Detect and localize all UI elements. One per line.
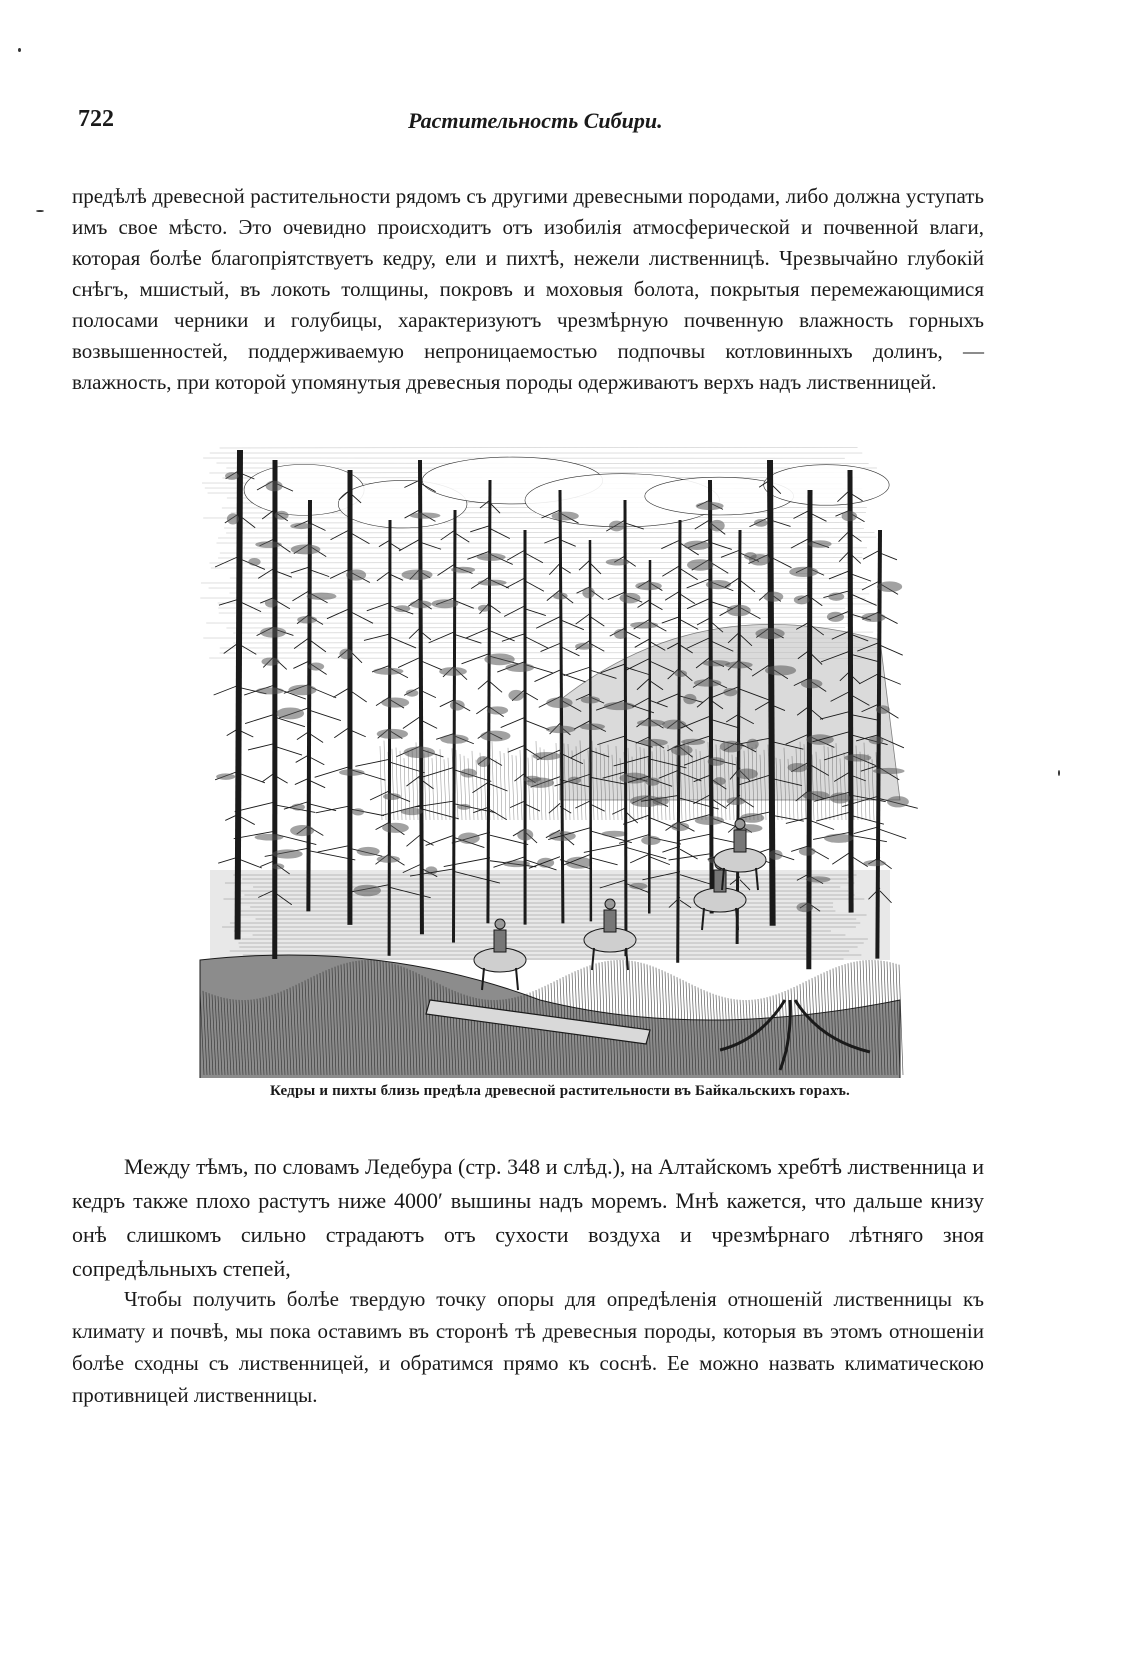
tree-branch bbox=[490, 503, 500, 513]
needle-cluster bbox=[582, 587, 594, 598]
tree-trunk bbox=[308, 500, 310, 911]
needle-cluster bbox=[720, 741, 743, 753]
needle-cluster bbox=[769, 850, 783, 860]
needle-cluster bbox=[440, 734, 468, 743]
needle-cluster bbox=[290, 825, 314, 836]
tree-branch bbox=[525, 581, 544, 591]
needle-cluster bbox=[604, 702, 635, 710]
needle-cluster bbox=[526, 778, 554, 788]
needle-cluster bbox=[297, 616, 317, 623]
needle-cluster bbox=[830, 793, 850, 804]
needle-cluster bbox=[827, 612, 844, 622]
needle-cluster bbox=[288, 685, 316, 696]
tree-trunk bbox=[809, 490, 810, 969]
hill-hatching bbox=[448, 758, 450, 820]
needle-cluster bbox=[619, 593, 640, 603]
needle-cluster bbox=[640, 739, 668, 746]
needle-cluster bbox=[274, 511, 288, 520]
tree-branch bbox=[525, 692, 538, 699]
needle-cluster bbox=[788, 763, 808, 772]
needle-cluster bbox=[696, 502, 724, 510]
tree-branch bbox=[310, 734, 323, 743]
rider-figure bbox=[604, 910, 616, 932]
tree-branch bbox=[455, 635, 481, 644]
hill-hatching bbox=[432, 758, 434, 820]
needle-cluster bbox=[708, 757, 725, 766]
needle-cluster bbox=[695, 816, 724, 825]
needle-cluster bbox=[828, 592, 844, 600]
tree-branch bbox=[695, 520, 710, 529]
needle-cluster bbox=[276, 707, 304, 719]
needle-cluster bbox=[357, 847, 380, 856]
tree-branch bbox=[406, 835, 420, 846]
needle-cluster bbox=[480, 731, 510, 742]
needle-cluster bbox=[764, 592, 784, 602]
hill-hatching bbox=[444, 759, 446, 820]
tree-branch bbox=[379, 540, 390, 547]
tree-branch bbox=[310, 640, 326, 652]
hill-hatching bbox=[468, 758, 470, 820]
hill-hatching bbox=[520, 750, 522, 820]
needle-cluster bbox=[255, 834, 284, 841]
needle-cluster bbox=[291, 544, 321, 554]
needle-cluster bbox=[706, 580, 731, 589]
tree-branch bbox=[490, 529, 510, 539]
tree-branch bbox=[409, 628, 420, 639]
needle-cluster bbox=[260, 627, 286, 638]
cloud-shape bbox=[764, 465, 889, 505]
needle-cluster bbox=[619, 773, 648, 784]
needle-cluster bbox=[410, 601, 432, 609]
needle-cluster bbox=[533, 752, 561, 760]
tree-branch bbox=[630, 854, 650, 863]
tree-branch bbox=[398, 658, 420, 668]
needle-cluster bbox=[575, 643, 593, 650]
tree-trunk bbox=[625, 500, 626, 956]
tree-trunk bbox=[488, 480, 490, 923]
needle-cluster bbox=[635, 582, 662, 590]
tree-trunk bbox=[877, 530, 880, 959]
needle-cluster bbox=[645, 778, 660, 786]
tree-branch bbox=[625, 847, 666, 859]
tree-branch bbox=[504, 606, 525, 617]
needle-cluster bbox=[568, 777, 581, 784]
needle-cluster bbox=[725, 661, 753, 668]
tree-branch bbox=[240, 817, 255, 825]
needle-cluster bbox=[262, 657, 280, 665]
tree-branch bbox=[662, 566, 680, 577]
tree-branch bbox=[680, 594, 695, 604]
margin-speck bbox=[18, 48, 21, 52]
tree-branch bbox=[327, 608, 350, 618]
needle-cluster bbox=[713, 777, 726, 785]
needle-cluster bbox=[789, 567, 818, 577]
needle-cluster bbox=[794, 595, 810, 604]
needle-cluster bbox=[637, 720, 665, 727]
needle-cluster bbox=[227, 513, 239, 524]
tree-branch bbox=[687, 598, 710, 608]
needle-cluster bbox=[869, 736, 884, 744]
needle-cluster bbox=[694, 679, 722, 687]
rider-figure bbox=[734, 830, 746, 852]
tree-branch bbox=[310, 757, 324, 765]
tree-branch bbox=[377, 571, 390, 581]
tree-branch bbox=[625, 631, 640, 639]
tree-branch bbox=[350, 532, 369, 543]
needle-cluster bbox=[797, 902, 814, 912]
tree-branch bbox=[240, 860, 262, 868]
hill-hatching bbox=[508, 748, 510, 820]
needle-cluster bbox=[873, 768, 905, 774]
needle-cluster bbox=[581, 696, 600, 703]
tree-branch bbox=[403, 717, 420, 729]
needle-cluster bbox=[402, 569, 433, 580]
tree-branch bbox=[850, 574, 871, 582]
tree-branch bbox=[549, 563, 560, 574]
needle-cluster bbox=[580, 723, 605, 730]
hill-hatching bbox=[500, 751, 502, 820]
paragraph-1: предѣлѣ древесной растительности рядомъ съ другими древесными породами, либо должна уступать имъ свое мѣсто. Это очевидно происходитъ отъ изобилія атмосферической и почвенной влаги, которая болѣе благопріятствуетъ кедру, ели и пихтѣ, нежели лиственницѣ. Чрезвычайно глубокій снѣгъ, мшистый, въ локоть толщины, покровъ и моховыя болота, покрытыя перемежающимися полосами черники и голубицы, характеризуютъ чрезмѣрную почвенную влажность горныхъ возвышенностей, поддерживаемую непроницаемостью подпочвы котловинныхъ долинъ, — влажность, при которой упомянутыя древесныя породы одерживаютъ верхъ надъ лиственницей. bbox=[72, 184, 984, 394]
tree-branch bbox=[534, 670, 560, 682]
hill-hatching bbox=[472, 751, 474, 820]
tree-trunk bbox=[420, 460, 422, 934]
needle-cluster bbox=[457, 804, 470, 810]
needle-cluster bbox=[339, 769, 365, 776]
sky-hatching bbox=[220, 553, 863, 554]
tree-branch bbox=[465, 628, 490, 639]
needle-cluster bbox=[478, 580, 507, 586]
sky-hatching bbox=[218, 537, 876, 538]
tree-branch bbox=[420, 661, 442, 670]
needle-cluster bbox=[861, 613, 885, 622]
tree-branch bbox=[444, 858, 490, 867]
tree-branch bbox=[680, 620, 698, 630]
needle-cluster bbox=[662, 720, 686, 730]
needle-cluster bbox=[291, 804, 304, 811]
tree-branch bbox=[536, 617, 560, 629]
needle-cluster bbox=[225, 472, 239, 480]
needle-cluster bbox=[754, 519, 768, 527]
needle-cluster bbox=[681, 739, 705, 745]
sky-hatching bbox=[220, 447, 858, 448]
needle-cluster bbox=[487, 706, 508, 714]
needle-cluster bbox=[216, 773, 235, 779]
needle-cluster bbox=[749, 554, 770, 566]
engraving-illustration bbox=[180, 440, 922, 1080]
tree-branch bbox=[441, 530, 455, 540]
needle-cluster bbox=[460, 769, 477, 778]
tree-branch bbox=[426, 835, 455, 846]
needle-cluster bbox=[406, 689, 419, 696]
page-number: 722 bbox=[78, 106, 114, 132]
tree-branch bbox=[564, 667, 590, 676]
needle-cluster bbox=[842, 511, 857, 521]
needle-cluster bbox=[546, 726, 576, 733]
tree-branch bbox=[350, 690, 367, 702]
tree-branch bbox=[579, 560, 590, 570]
needle-cluster bbox=[684, 541, 710, 550]
tree-branch bbox=[275, 746, 302, 755]
tree-branch bbox=[791, 538, 810, 548]
tree-branch bbox=[541, 643, 560, 651]
needle-cluster bbox=[432, 599, 459, 608]
needle-cluster bbox=[755, 628, 784, 639]
rider-head bbox=[735, 819, 745, 829]
tree-branch bbox=[248, 743, 275, 750]
tree-branch bbox=[880, 829, 906, 838]
hill-hatching bbox=[400, 751, 402, 820]
needle-cluster bbox=[508, 690, 523, 701]
hill-hatching bbox=[516, 756, 518, 820]
needle-cluster bbox=[606, 559, 630, 566]
tree-trunk bbox=[238, 450, 240, 939]
hill-hatching bbox=[464, 756, 466, 820]
tree-branch bbox=[490, 810, 507, 820]
needle-cluster bbox=[377, 856, 400, 863]
sky-hatching bbox=[218, 603, 877, 604]
hill-hatching bbox=[492, 742, 494, 820]
needle-cluster bbox=[377, 729, 408, 739]
tree-branch bbox=[215, 556, 240, 567]
tree-branch bbox=[850, 594, 877, 606]
needle-cluster bbox=[877, 581, 902, 592]
needle-cluster bbox=[683, 694, 696, 704]
needle-cluster bbox=[394, 605, 410, 612]
needle-cluster bbox=[746, 739, 758, 750]
tree-branch bbox=[665, 591, 680, 600]
tree-branch bbox=[590, 617, 604, 627]
needle-cluster bbox=[844, 754, 871, 762]
tree-branch bbox=[514, 773, 525, 781]
tree-branch bbox=[863, 550, 880, 559]
tree-branch bbox=[854, 826, 880, 833]
horse-leg bbox=[516, 968, 518, 990]
needle-cluster bbox=[553, 592, 568, 599]
tree-branch bbox=[816, 812, 850, 821]
tree-branch bbox=[291, 567, 310, 573]
tree-branch bbox=[560, 673, 586, 682]
tree-branch bbox=[880, 553, 897, 560]
tree-branch bbox=[590, 858, 618, 865]
needle-cluster bbox=[609, 521, 624, 532]
needle-cluster bbox=[517, 829, 533, 841]
tree-branch bbox=[490, 605, 501, 612]
tree-branch bbox=[810, 820, 834, 829]
needle-cluster bbox=[272, 849, 302, 858]
tree-branch bbox=[810, 513, 826, 521]
rider-head bbox=[495, 919, 505, 929]
rider-head bbox=[605, 899, 615, 909]
hill-hatching bbox=[460, 754, 462, 820]
tree-branch bbox=[612, 808, 625, 814]
tree-branch bbox=[525, 720, 549, 730]
needle-cluster bbox=[272, 863, 284, 869]
tree-branch bbox=[501, 717, 525, 727]
tree-branch bbox=[880, 645, 903, 655]
needle-cluster bbox=[353, 885, 381, 897]
needle-cluster bbox=[709, 520, 724, 532]
tree-branch bbox=[661, 540, 680, 549]
needle-cluster bbox=[537, 858, 554, 868]
hill-hatching bbox=[436, 754, 438, 820]
needle-cluster bbox=[799, 847, 816, 856]
needle-cluster bbox=[552, 512, 579, 521]
needle-cluster bbox=[687, 559, 714, 570]
hill-hatching bbox=[380, 746, 382, 820]
hill-hatching bbox=[396, 748, 398, 820]
tree-branch bbox=[390, 574, 403, 580]
tree-branch bbox=[240, 731, 253, 737]
tree-branch bbox=[490, 682, 502, 692]
tree-branch bbox=[850, 835, 887, 841]
needle-cluster bbox=[801, 679, 823, 688]
needle-cluster bbox=[824, 834, 853, 843]
needle-cluster bbox=[256, 687, 284, 694]
figure-caption: Кедры и пихты близь предѣла древесной растительности въ Байкальскихъ горахъ. bbox=[270, 1083, 850, 1099]
tree-branch bbox=[862, 581, 880, 590]
needle-cluster bbox=[674, 670, 686, 677]
tree-branch bbox=[549, 803, 560, 813]
hill-hatching bbox=[504, 753, 506, 820]
needle-cluster bbox=[727, 605, 751, 617]
needle-cluster bbox=[808, 540, 831, 547]
needle-cluster bbox=[458, 833, 480, 844]
needle-cluster bbox=[546, 697, 572, 708]
needle-cluster bbox=[614, 629, 627, 639]
tree-branch bbox=[525, 609, 546, 616]
needle-cluster bbox=[484, 653, 514, 665]
tree-branch bbox=[390, 543, 401, 550]
tree-branch bbox=[331, 529, 350, 539]
tree-branch bbox=[697, 618, 710, 625]
hill-hatching bbox=[440, 749, 442, 820]
running-title: Растительность Сибири. bbox=[408, 108, 663, 133]
tree-branch bbox=[470, 526, 490, 532]
tree-branch bbox=[508, 745, 525, 752]
tree-branch bbox=[310, 523, 325, 531]
needle-cluster bbox=[727, 797, 746, 805]
needle-cluster bbox=[403, 747, 435, 758]
page-header bbox=[78, 106, 1078, 146]
tree-branch bbox=[310, 781, 325, 788]
tree-branch bbox=[576, 614, 590, 625]
tree-branch bbox=[429, 632, 455, 643]
needle-cluster bbox=[629, 883, 647, 889]
needle-cluster bbox=[410, 512, 441, 518]
needle-cluster bbox=[477, 756, 490, 767]
needle-cluster bbox=[352, 808, 364, 815]
tree-branch bbox=[635, 639, 650, 648]
needle-cluster bbox=[876, 705, 890, 714]
tree-branch bbox=[364, 634, 390, 640]
needle-cluster bbox=[806, 876, 831, 882]
tree-branch bbox=[310, 710, 341, 720]
needle-cluster bbox=[671, 822, 689, 831]
tree-branch bbox=[275, 571, 292, 577]
tree-branch bbox=[399, 539, 420, 551]
tree-branch bbox=[507, 550, 525, 560]
tree-trunk bbox=[850, 470, 851, 913]
needle-cluster bbox=[451, 567, 475, 573]
needle-cluster bbox=[439, 667, 467, 676]
sky-hatching bbox=[239, 573, 843, 574]
needle-cluster bbox=[308, 663, 324, 671]
needle-cluster bbox=[373, 668, 403, 675]
tree-branch bbox=[367, 603, 390, 611]
needle-cluster bbox=[401, 808, 423, 815]
needle-cluster bbox=[887, 796, 909, 807]
needle-cluster bbox=[248, 558, 260, 566]
needle-cluster bbox=[381, 698, 409, 708]
tree-branch bbox=[245, 714, 275, 723]
tree-branch bbox=[679, 834, 710, 841]
needle-cluster bbox=[736, 768, 758, 779]
tree-branch bbox=[240, 774, 265, 783]
sky-hatching bbox=[203, 517, 843, 518]
tree-branch bbox=[832, 852, 850, 864]
hill-hatching bbox=[548, 760, 550, 820]
tree-branch bbox=[240, 602, 261, 612]
tree-branch bbox=[318, 845, 350, 852]
needle-cluster bbox=[339, 649, 352, 660]
needle-cluster bbox=[383, 793, 401, 800]
margin-speck bbox=[36, 210, 44, 212]
tree-branch bbox=[829, 571, 850, 579]
hill-hatching bbox=[392, 749, 394, 820]
needle-cluster bbox=[765, 665, 796, 675]
needle-cluster bbox=[265, 599, 278, 608]
sky-hatching bbox=[226, 532, 874, 533]
tree-trunk bbox=[453, 510, 455, 943]
tree-trunk bbox=[710, 480, 712, 913]
needle-cluster bbox=[477, 553, 506, 561]
needle-cluster bbox=[601, 831, 627, 837]
needle-cluster bbox=[450, 700, 465, 711]
sky-hatching bbox=[219, 613, 875, 614]
needle-cluster bbox=[346, 569, 366, 580]
hill-hatching bbox=[512, 755, 514, 820]
needle-cluster bbox=[266, 481, 283, 492]
tree-branch bbox=[740, 580, 755, 592]
needle-cluster bbox=[290, 523, 312, 529]
tree-branch bbox=[490, 631, 515, 641]
needle-cluster bbox=[478, 605, 490, 612]
needle-cluster bbox=[382, 823, 409, 833]
needle-cluster bbox=[255, 541, 282, 548]
hill-hatching bbox=[456, 750, 458, 820]
needle-cluster bbox=[630, 622, 658, 629]
tree-branch bbox=[390, 637, 416, 648]
needle-cluster bbox=[863, 860, 885, 866]
needle-cluster bbox=[671, 745, 693, 756]
needle-cluster bbox=[506, 663, 535, 672]
hill-hatching bbox=[528, 758, 530, 820]
needle-cluster bbox=[723, 688, 737, 696]
hill-hatching bbox=[496, 759, 498, 820]
rider-figure bbox=[494, 930, 506, 952]
tree-branch bbox=[525, 637, 548, 648]
paragraph-3: Чтобы получить болѣе твердую точку опоры для опредѣленія отношеній лиственницы къ климату и почвѣ, мы пока оставимъ въ сторонѣ тѣ древесныя породы, которыя въ этомъ отношеніи болѣе сходны съ лиственницей, и обратимся прямо къ соснѣ. Ее можно назвать климатическою противницей лиственницы. bbox=[72, 1287, 984, 1407]
paragraph-2: Между тѣмъ, по словамъ Ледебура (стр. 348 и слѣд.), на Алтайскомъ хребтѣ лиственница и кедръ также плохо растутъ ниже 4000′ вышины надъ моремъ. Мнѣ кажется, что дальше книзу онѣ слишкомъ сильно страдаютъ отъ сухости воздуха и чрезмѣрнаго лѣтняго зноя сопредѣльныхъ степей, bbox=[72, 1154, 984, 1281]
margin-speck bbox=[1058, 770, 1060, 776]
needle-cluster bbox=[641, 836, 660, 845]
needle-cluster bbox=[307, 593, 337, 600]
needle-cluster bbox=[653, 797, 669, 806]
tree-branch bbox=[650, 857, 670, 865]
